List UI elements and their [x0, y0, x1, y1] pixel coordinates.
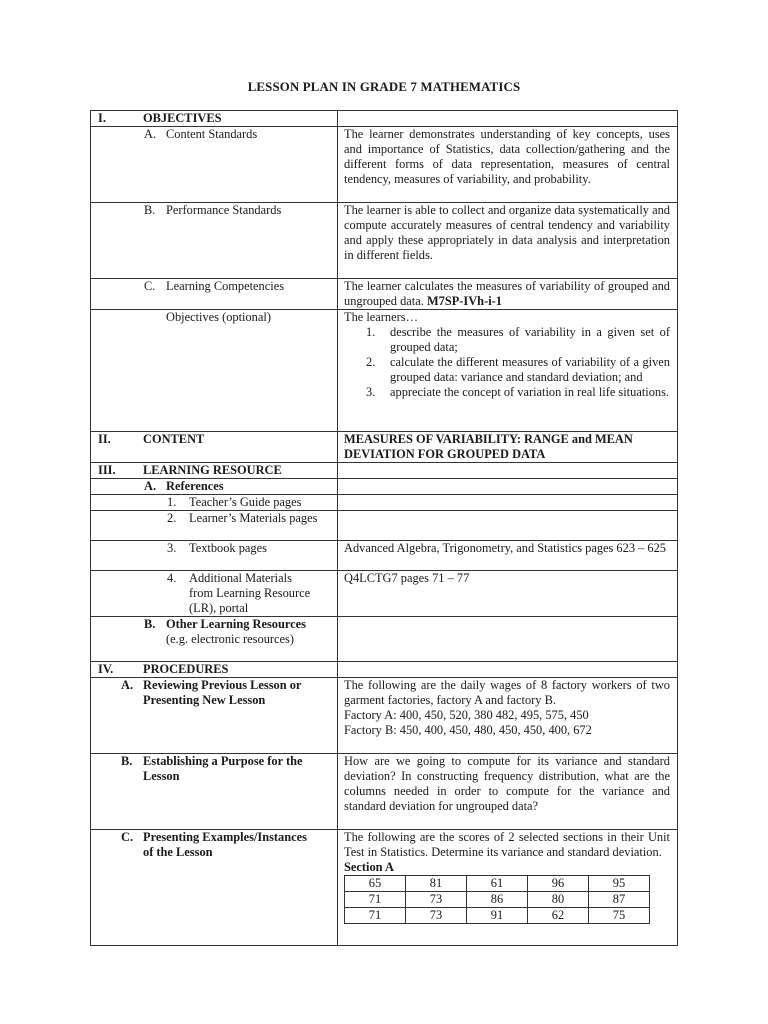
factory-a-wages: Factory A: 400, 450, 520, 380 482, 495, 575, 450 [344, 708, 589, 722]
lesson-plan-table [90, 110, 678, 946]
section-number: IV. [98, 662, 114, 676]
row-additional-materials: 4. Additional Materials from Learning Resource (LR), portal Q4LCTG7 pages 71 – 77 [91, 571, 678, 617]
scores-table [344, 875, 650, 924]
item-label: References [166, 479, 224, 493]
table-row: 71 73 86 80 87 [345, 892, 650, 908]
item-label: Learning Competencies [166, 279, 285, 293]
row-learners-materials: 2. Learner’s Materials pages [91, 511, 678, 541]
list-item: 3. appreciate the concept of variation in real life situations. [366, 385, 670, 399]
row-procedures [91, 662, 678, 678]
section-number: III. [98, 463, 116, 477]
row-objectives-optional [91, 310, 678, 432]
item-label: Establishing a Purpose for the Lesson [143, 754, 303, 783]
table-row: 65 81 61 96 95 [345, 876, 650, 892]
row-content-standards [91, 127, 678, 203]
row-reviewing: A. Reviewing Previous Lesson or Presenting New Lesson The following are the daily wages of 8 factory workers of two garment factories, factory A and factory B. Factory A: 400, 450, 520, 380 482, 495, 575, 450 Factory B: 450, 400, 450, 480, 450, 450, 400, 672 [91, 678, 678, 754]
presenting-text: The following are the scores of 2 selected sections in their Unit Test in Statistics. Determine its variance and standard deviation. [344, 830, 670, 859]
reviewing-text: The following are the daily wages of 8 factory workers of two garment factories, factory A and factory B. [344, 678, 670, 707]
item-letter: B. [144, 203, 156, 217]
objectives-intro: The learners… [344, 310, 418, 324]
section-label: CONTENT [143, 432, 205, 446]
item-label: Learner’s Materials pages [189, 511, 318, 525]
learning-competencies-text: The learner calculates the measures of variability of grouped and ungrouped data. [344, 279, 670, 308]
content-text: MEASURES OF VARIABILITY: RANGE and MEAN DEVIATION FOR GROUPED DATA [338, 432, 678, 463]
item-label: Other Learning Resources [166, 617, 306, 631]
row-textbook: 3. Textbook pages Advanced Algebra, Trigonometry, and Statistics pages 623 – 625 [91, 541, 678, 571]
item-label: Textbook pages [189, 541, 267, 555]
performance-standards-text: The learner is able to collect and organize data systematically and compute accurately measures of central tendency and variability and apply these appropriately in data analysis and interpretation in different fields. [338, 203, 678, 279]
item-label: Performance Standards [166, 203, 282, 217]
row-performance-standards [91, 203, 678, 279]
item-letter: A. [144, 127, 157, 141]
item-letter: C. [144, 279, 156, 293]
row-learning-competencies [91, 279, 678, 310]
content-standards-text: The learner demonstrates understanding of key concepts, uses and importance of Statistics, data collection/gathering and the different forms of data representation, measures of central tendency, measures of variability, and probability. [338, 127, 678, 203]
item-label: Presenting Examples/Instances of the Lesson [143, 830, 307, 859]
item-label: Objectives (optional) [166, 310, 271, 324]
factory-b-wages: Factory B: 450, 400, 450, 480, 450, 450, 400, 672 [344, 723, 592, 737]
section-number: I. [98, 111, 106, 125]
item-label: Additional Materials from Learning Resource (LR), portal [189, 571, 311, 615]
item-label: Content Standards [166, 127, 258, 141]
item-label: Teacher’s Guide pages [189, 495, 302, 509]
row-objectives [91, 111, 678, 127]
section-label: OBJECTIVES [143, 111, 222, 125]
row-content [91, 432, 678, 463]
row-presenting-examples: C. Presenting Examples/Instances of the Lesson The following are the scores of 2 selected sections in their Unit Test in Statistics. Determine its variance and standard deviation. Section A 65 81 61 96 95 71 73 86 80 87 71 73 91 62 75 [91, 830, 678, 946]
item-label: Reviewing Previous Lesson or Presenting New Lesson [143, 678, 302, 707]
list-item: 2. calculate the different measures of variability of a given grouped data: variance and standard deviation; and [366, 355, 670, 384]
textbook-value: Advanced Algebra, Trigonometry, and Statistics pages 623 – 625 [338, 541, 678, 571]
row-teachers-guide: 1. Teacher’s Guide pages [91, 495, 678, 511]
item-letter: A. [144, 479, 157, 493]
page-title: LESSON PLAN IN GRADE 7 MATHEMATICS [247, 80, 521, 94]
row-learning-resource [91, 463, 678, 479]
table-row: 71 73 91 62 75 [345, 908, 650, 924]
list-item: 1. describe the measures of variability in a given set of grouped data; [366, 325, 670, 354]
section-label: PROCEDURES [143, 662, 229, 676]
row-purpose: B. Establishing a Purpose for the Lesson How are we going to compute for its variance and standard deviation? In constructing frequency distribution, what are the columns needed in order to compute for the variance and standard deviation for ungrouped data? [91, 754, 678, 830]
competency-code: M7SP-IVh-i-1 [426, 294, 502, 308]
purpose-text: How are we going to compute for its variance and standard deviation? In constructing frequency distribution, what are the columns needed in order to compute for the variance and standard deviation for ungrouped data? [338, 754, 678, 830]
item-letter: B. [144, 617, 156, 631]
section-label: LEARNING RESOURCE [143, 463, 282, 477]
row-other-resources: B. Other Learning Resources (e.g. electronic resources) [91, 617, 678, 662]
section-a-label: Section A [344, 860, 394, 874]
additional-materials-value: Q4LCTG7 pages 71 – 77 [338, 571, 678, 617]
objectives-list [344, 325, 670, 400]
section-number: II. [98, 432, 111, 446]
row-references [91, 479, 678, 495]
